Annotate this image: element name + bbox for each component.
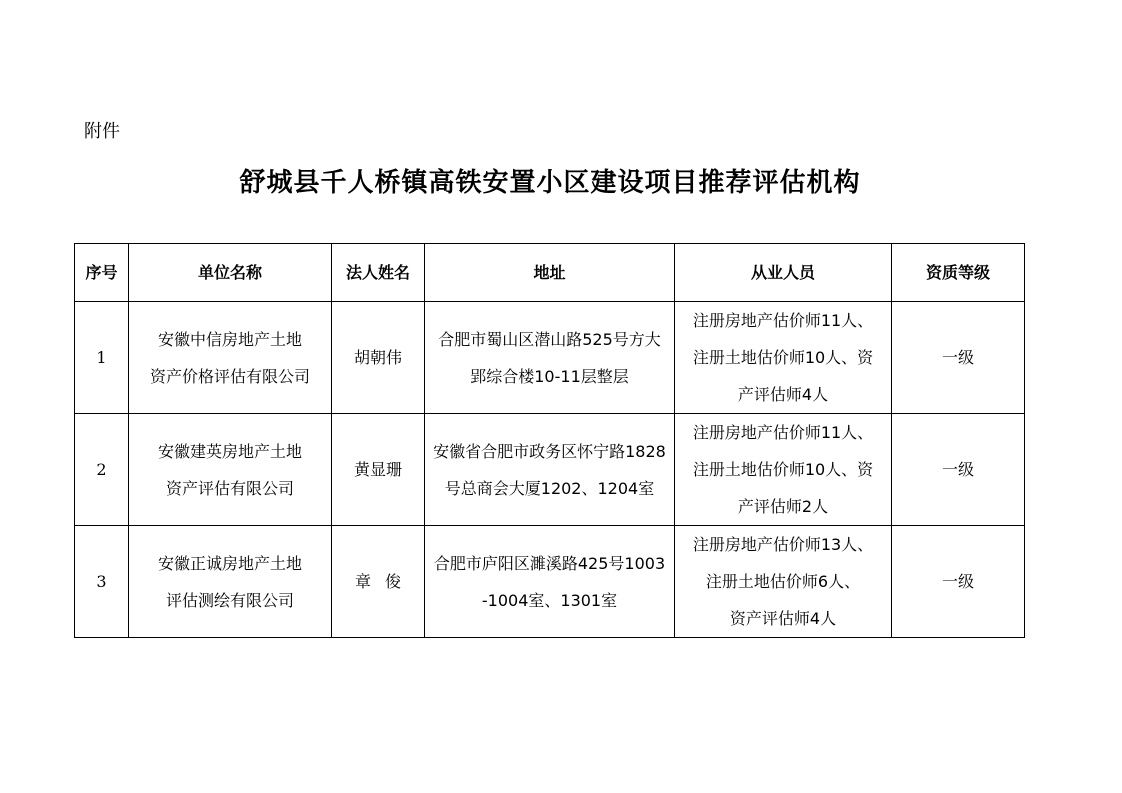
header-qualification-grade: 资质等级 xyxy=(892,244,1025,302)
row-seq: 2 xyxy=(75,414,129,526)
row-qualification-grade: 一级 xyxy=(892,302,1025,414)
row-unit-name xyxy=(129,414,332,526)
recommended-agencies-table xyxy=(74,243,1025,638)
table-row xyxy=(75,302,1025,414)
row-address: 合肥市蜀山区潜山路525号方大郢综合楼10-11层整层 xyxy=(425,302,675,414)
header-staff: 从业人员 xyxy=(675,244,892,302)
row-staff xyxy=(675,526,892,638)
row-legal-person xyxy=(332,526,425,638)
row-qualification-grade: 一级 xyxy=(892,414,1025,526)
row-staff xyxy=(675,414,892,526)
header-seq: 序号 xyxy=(75,244,129,302)
document-title: 舒城县千人桥镇高铁安置小区建设项目推荐评估机构 xyxy=(239,168,861,198)
unit-name-text: 安徽中信房地产土地 资产价格评估有限公司 xyxy=(149,329,310,386)
attachment-label: 附件 xyxy=(84,121,120,142)
row-address: 安徽省合肥市政务区怀宁路1828号总商会大厦1202、1204室 xyxy=(425,414,675,526)
legal-person-text: 章俊 xyxy=(354,572,415,591)
header-unit-name: 单位名称 xyxy=(129,244,332,302)
row-unit-name xyxy=(129,302,332,414)
unit-name-text: 安徽建英房地产土地 资产评估有限公司 xyxy=(157,441,302,498)
row-legal-person: 黄显珊 xyxy=(332,414,425,526)
table-row xyxy=(75,414,1025,526)
row-address: 合肥市庐阳区濉溪路425号1003-1004室、1301室 xyxy=(425,526,675,638)
unit-name-text: 安徽正诚房地产土地 评估测绘有限公司 xyxy=(157,553,302,610)
header-address: 地址 xyxy=(425,244,675,302)
staff-text: 注册房地产估价师13人、 注册土地估价师6人、 资产评估师4人 xyxy=(692,535,874,628)
row-seq: 1 xyxy=(75,302,129,414)
row-staff xyxy=(675,302,892,414)
header-legal-person: 法人姓名 xyxy=(332,244,425,302)
row-qualification-grade: 一级 xyxy=(892,526,1025,638)
table-header-row xyxy=(75,244,1025,302)
staff-text: 注册房地产估价师11人、 注册土地估价师10人、资 产评估师4人 xyxy=(692,311,874,404)
staff-text: 注册房地产估价师11人、 注册土地估价师10人、资 产评估师2人 xyxy=(692,423,874,516)
table-row xyxy=(75,526,1025,638)
row-unit-name xyxy=(129,526,332,638)
row-legal-person: 胡朝伟 xyxy=(332,302,425,414)
row-seq: 3 xyxy=(75,526,129,638)
